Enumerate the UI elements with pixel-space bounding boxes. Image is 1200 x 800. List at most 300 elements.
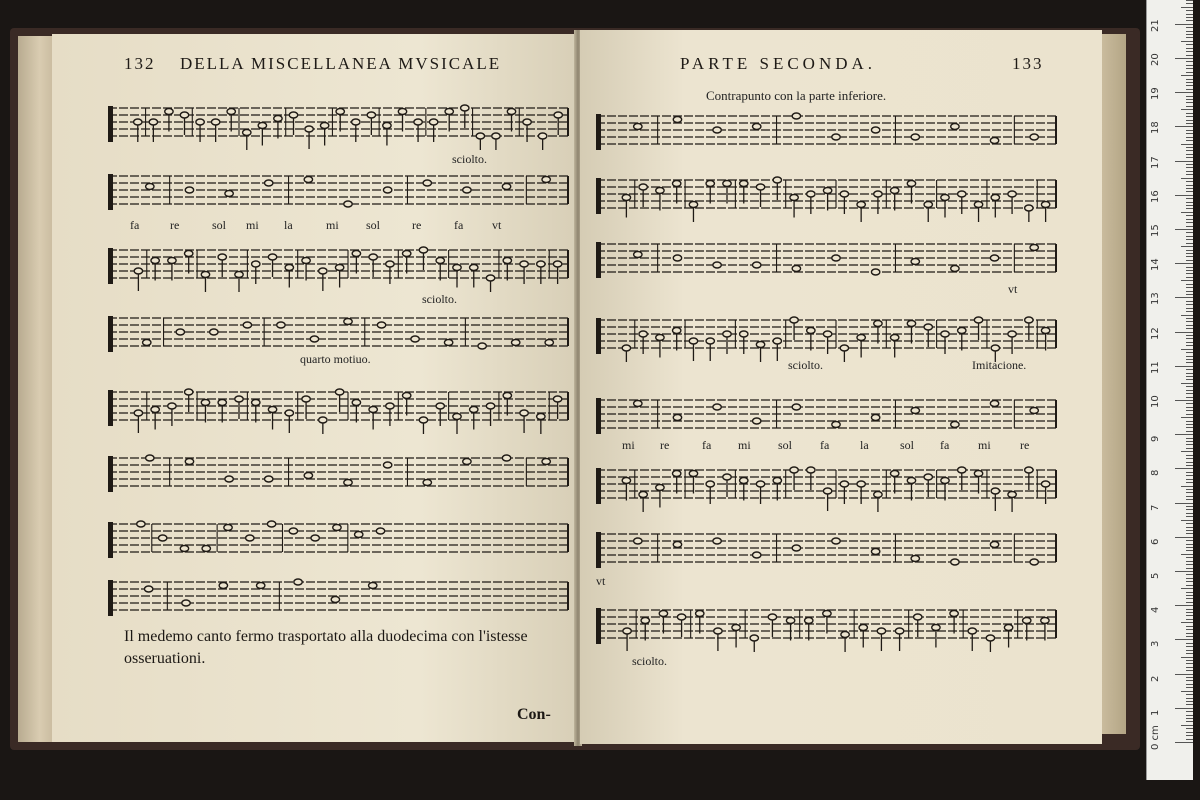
note-head xyxy=(310,336,318,342)
note-head xyxy=(753,124,761,130)
ruler-minor-tick xyxy=(1186,492,1193,493)
ruler-minor-tick xyxy=(1186,455,1193,456)
clef-mark xyxy=(108,248,113,284)
caption-sciolto: sciolto. xyxy=(452,152,487,166)
ruler-minor-tick xyxy=(1186,284,1193,285)
ruler-minor-tick xyxy=(1181,246,1193,247)
paragraph-line: osseruationi. xyxy=(124,650,206,667)
note-head xyxy=(696,611,704,617)
ruler-minor-tick xyxy=(1186,626,1193,627)
ruler-minor-tick xyxy=(1186,250,1193,251)
note-head xyxy=(134,119,142,125)
note-head xyxy=(436,258,444,264)
note-head xyxy=(622,345,630,351)
note-head xyxy=(419,417,427,423)
note-head xyxy=(180,112,188,118)
note-head xyxy=(672,181,680,187)
note-head xyxy=(319,417,327,423)
note-head xyxy=(411,336,419,342)
ruler-minor-tick xyxy=(1186,116,1193,117)
note-head xyxy=(723,331,731,337)
note-head xyxy=(165,109,173,115)
caption-vt: vt xyxy=(596,574,606,588)
note-head xyxy=(367,112,375,118)
ruler-minor-tick xyxy=(1186,424,1193,425)
ruler-label: 15 xyxy=(1150,224,1161,237)
music-staff xyxy=(592,174,1062,218)
ruler-label: 14 xyxy=(1150,258,1161,272)
ruler-minor-tick xyxy=(1186,137,1193,138)
note-head xyxy=(423,180,431,186)
note-head xyxy=(874,492,882,498)
ruler-tick xyxy=(1175,332,1193,333)
note-head xyxy=(1030,134,1038,140)
ruler-minor-tick xyxy=(1186,356,1193,357)
note-head xyxy=(486,403,494,409)
ruler-label: 20 xyxy=(1150,53,1161,66)
ruler-tick xyxy=(1175,195,1193,196)
ruler-minor-tick xyxy=(1186,311,1193,312)
ruler-minor-tick xyxy=(1186,465,1193,466)
ruler-minor-tick xyxy=(1186,205,1193,206)
note-head xyxy=(402,393,410,399)
syllable: re xyxy=(170,218,180,232)
note-head xyxy=(158,535,166,541)
clef-mark xyxy=(596,242,601,278)
ruler-minor-tick xyxy=(1186,167,1193,168)
note-head xyxy=(224,525,232,531)
ruler-minor-tick xyxy=(1186,615,1193,616)
ruler-label: 12 xyxy=(1150,326,1161,340)
ruler-minor-tick xyxy=(1186,222,1193,223)
left-page xyxy=(52,34,577,742)
ruler-minor-tick xyxy=(1186,68,1193,69)
music-staff xyxy=(104,170,574,214)
ruler-minor-tick xyxy=(1186,407,1193,408)
caption-sciolto: sciolto. xyxy=(788,358,823,372)
note-head xyxy=(673,117,681,123)
ruler-minor-tick xyxy=(1186,79,1193,80)
note-head xyxy=(689,471,697,477)
note-head xyxy=(445,109,453,115)
note-head xyxy=(874,321,882,327)
note-head xyxy=(756,184,764,190)
note-head xyxy=(461,105,469,111)
note-head xyxy=(823,488,831,494)
note-head xyxy=(211,119,219,125)
ruler-minor-tick xyxy=(1181,725,1193,726)
note-head xyxy=(639,184,647,190)
note-head xyxy=(924,324,932,330)
ruler-minor-tick xyxy=(1186,544,1193,545)
note-head xyxy=(463,187,471,193)
note-head xyxy=(1030,245,1038,251)
note-head xyxy=(673,255,681,261)
note-head xyxy=(320,123,328,129)
note-head xyxy=(740,181,748,187)
note-head xyxy=(184,389,192,395)
note-head xyxy=(1041,202,1049,208)
ruler-minor-tick xyxy=(1186,318,1193,319)
syllable: la xyxy=(284,218,293,232)
note-head xyxy=(507,109,515,115)
note-head xyxy=(790,317,798,323)
note-head xyxy=(252,400,260,406)
note-head xyxy=(823,188,831,194)
ruler-minor-tick xyxy=(1186,701,1193,702)
music-staff xyxy=(592,394,1062,438)
note-head xyxy=(732,625,740,631)
ruler-tick xyxy=(1175,58,1193,59)
note-head xyxy=(1041,481,1049,487)
note-head xyxy=(453,414,461,420)
note-head xyxy=(243,130,251,136)
ruler-minor-tick xyxy=(1186,499,1193,500)
ruler-minor-tick xyxy=(1186,123,1193,124)
note-head xyxy=(151,407,159,413)
syllable: sol xyxy=(900,438,915,452)
note-head xyxy=(753,418,761,424)
ruler-tick xyxy=(1175,400,1193,401)
note-head xyxy=(277,322,285,328)
note-head xyxy=(304,177,312,183)
note-head xyxy=(235,396,243,402)
note-head xyxy=(634,252,642,258)
ruler-minor-tick xyxy=(1186,20,1193,21)
ruler-minor-tick xyxy=(1186,150,1193,151)
note-head xyxy=(723,181,731,187)
ruler-minor-tick xyxy=(1186,164,1193,165)
note-head xyxy=(511,340,519,346)
note-head xyxy=(622,195,630,201)
note-head xyxy=(871,127,879,133)
ruler-minor-tick xyxy=(1186,243,1193,244)
note-head xyxy=(753,552,761,558)
subtitle: Contrapunto con la parte inferiore. xyxy=(706,88,887,103)
note-head xyxy=(492,133,500,139)
ruler-tick xyxy=(1175,434,1193,435)
music-staff xyxy=(104,386,574,430)
ruler-minor-tick xyxy=(1186,530,1193,531)
ruler-minor-tick xyxy=(1186,198,1193,199)
catchword: Con- xyxy=(517,706,551,723)
ruler-minor-tick xyxy=(1181,178,1193,179)
note-head xyxy=(713,127,721,133)
right-page xyxy=(580,30,1102,744)
syllable: fa xyxy=(130,218,140,232)
ruler-minor-tick xyxy=(1186,663,1193,664)
note-head xyxy=(656,335,664,341)
note-head xyxy=(235,272,243,278)
ruler-minor-tick xyxy=(1186,106,1193,107)
ruler-minor-tick xyxy=(1181,7,1193,8)
ruler-minor-tick xyxy=(1186,31,1193,32)
note-head xyxy=(911,556,919,562)
note-head xyxy=(545,340,553,346)
note-head xyxy=(1023,618,1031,624)
note-head xyxy=(773,338,781,344)
note-head xyxy=(537,261,545,267)
note-head xyxy=(302,396,310,402)
note-head xyxy=(289,112,297,118)
note-head xyxy=(857,481,865,487)
note-head xyxy=(470,265,478,271)
note-head xyxy=(890,335,898,341)
ruler-minor-tick xyxy=(1186,308,1193,309)
note-head xyxy=(639,331,647,337)
note-head xyxy=(149,119,157,125)
ruler-minor-tick xyxy=(1186,489,1193,490)
note-head xyxy=(895,628,903,634)
ruler-minor-tick xyxy=(1181,383,1193,384)
note-head xyxy=(792,545,800,551)
note-head xyxy=(958,328,966,334)
ruler-label: 2 xyxy=(1150,675,1161,682)
ruler-tick xyxy=(1175,92,1193,93)
ruler-minor-tick xyxy=(1186,585,1193,586)
note-head xyxy=(991,345,999,351)
ruler-minor-tick xyxy=(1186,174,1193,175)
note-head xyxy=(219,583,227,589)
ruler-minor-tick xyxy=(1186,650,1193,651)
ruler-label: 3 xyxy=(1150,641,1161,648)
note-head xyxy=(294,579,302,585)
note-head xyxy=(180,546,188,552)
ruler-label: 18 xyxy=(1150,121,1161,135)
note-head xyxy=(634,401,642,407)
paragraph-line: Il medemo canto fermo trasportato alla duodecima con l'istesse xyxy=(124,628,528,645)
clef-mark xyxy=(596,398,601,434)
ruler-minor-tick xyxy=(1186,208,1193,209)
ruler-minor-tick xyxy=(1186,598,1193,599)
note-head xyxy=(659,611,667,617)
ruler-minor-tick xyxy=(1186,643,1193,644)
note-head xyxy=(252,261,260,267)
note-head xyxy=(1008,331,1016,337)
syllable: mi xyxy=(622,438,635,452)
note-head xyxy=(542,459,550,465)
note-head xyxy=(672,471,680,477)
note-head xyxy=(950,611,958,617)
note-head xyxy=(285,265,293,271)
ruler-minor-tick xyxy=(1186,291,1193,292)
left-page-edges xyxy=(18,36,54,742)
clef-mark xyxy=(596,532,601,568)
ruler-minor-tick xyxy=(1186,482,1193,483)
note-head xyxy=(486,275,494,281)
ruler-minor-tick xyxy=(1186,564,1193,565)
note-head xyxy=(144,586,152,592)
note-head xyxy=(201,400,209,406)
ruler-minor-tick xyxy=(1186,568,1193,569)
note-head xyxy=(773,478,781,484)
note-head xyxy=(258,123,266,129)
ruler-minor-tick xyxy=(1186,253,1193,254)
clef-mark xyxy=(108,456,113,492)
ruler-minor-tick xyxy=(1181,109,1193,110)
syllable: sol xyxy=(212,218,227,232)
music-staff xyxy=(592,110,1062,154)
note-head xyxy=(790,467,798,473)
note-head xyxy=(185,459,193,465)
note-head xyxy=(890,471,898,477)
syllable: la xyxy=(860,438,869,452)
ruler-minor-tick xyxy=(1186,629,1193,630)
note-head xyxy=(476,133,484,139)
note-head xyxy=(268,254,276,260)
music-staff xyxy=(104,576,574,620)
note-head xyxy=(951,266,959,272)
note-head xyxy=(537,414,545,420)
note-head xyxy=(740,331,748,337)
ruler-minor-tick xyxy=(1186,527,1193,528)
syllable-row xyxy=(614,438,1044,454)
music-staff xyxy=(104,102,574,146)
note-head xyxy=(414,119,422,125)
ruler-minor-tick xyxy=(1186,592,1193,593)
note-head xyxy=(436,403,444,409)
note-head xyxy=(201,272,209,278)
note-head xyxy=(1041,618,1049,624)
note-head xyxy=(706,181,714,187)
clef-mark xyxy=(596,608,601,644)
note-head xyxy=(225,476,233,482)
ruler-minor-tick xyxy=(1186,732,1193,733)
ruler-minor-tick xyxy=(1186,277,1193,278)
ruler-label: 19 xyxy=(1150,87,1161,101)
note-head xyxy=(740,478,748,484)
ruler-label: 10 xyxy=(1150,395,1161,408)
note-head xyxy=(907,181,915,187)
note-head xyxy=(958,191,966,197)
note-head xyxy=(673,415,681,421)
right-running-title: PARTE SECONDA. xyxy=(680,54,877,73)
note-head xyxy=(622,478,630,484)
note-head xyxy=(202,546,210,552)
syllable: re xyxy=(660,438,670,452)
ruler-minor-tick xyxy=(1186,397,1193,398)
note-head xyxy=(773,177,781,183)
ruler-minor-tick xyxy=(1186,335,1193,336)
ruler-minor-tick xyxy=(1186,721,1193,722)
note-head xyxy=(750,635,758,641)
ruler-minor-tick xyxy=(1186,448,1193,449)
note-head xyxy=(196,119,204,125)
ruler-minor-tick xyxy=(1186,441,1193,442)
right-page-number: 133 xyxy=(1012,54,1044,73)
ruler-minor-tick xyxy=(1186,352,1193,353)
ruler-minor-tick xyxy=(1181,280,1193,281)
note-head xyxy=(832,422,840,428)
ruler-minor-tick xyxy=(1186,609,1193,610)
left-page-number: 132 xyxy=(124,54,156,73)
ruler-tick xyxy=(1175,537,1193,538)
note-head xyxy=(714,628,722,634)
note-head xyxy=(840,345,848,351)
ruler-tick xyxy=(1175,366,1193,367)
note-head xyxy=(335,265,343,271)
note-head xyxy=(386,403,394,409)
ruler-minor-tick xyxy=(1186,735,1193,736)
note-head xyxy=(723,474,731,480)
note-head xyxy=(958,467,966,473)
note-head xyxy=(656,188,664,194)
ruler-minor-tick xyxy=(1186,438,1193,439)
caption-imitacione: Imitacione. xyxy=(972,358,1027,372)
ruler-minor-tick xyxy=(1186,646,1193,647)
ruler-minor-tick xyxy=(1186,704,1193,705)
note-head xyxy=(951,124,959,130)
note-head xyxy=(792,404,800,410)
syllable: mi xyxy=(326,218,339,232)
paragraph xyxy=(124,626,574,670)
note-head xyxy=(331,597,339,603)
note-head xyxy=(304,473,312,479)
ruler-minor-tick xyxy=(1186,373,1193,374)
clef-mark xyxy=(596,468,601,504)
note-head xyxy=(243,322,251,328)
note-head xyxy=(538,133,546,139)
note-head xyxy=(344,480,352,486)
ruler-minor-tick xyxy=(1186,102,1193,103)
ruler-minor-tick xyxy=(1186,602,1193,603)
ruler-minor-tick xyxy=(1186,10,1193,11)
note-head xyxy=(265,476,273,482)
ruler-minor-tick xyxy=(1186,427,1193,428)
ruler-minor-tick xyxy=(1186,513,1193,514)
ruler-minor-tick xyxy=(1186,61,1193,62)
note-head xyxy=(502,455,510,461)
ruler-minor-tick xyxy=(1186,410,1193,411)
note-head xyxy=(823,331,831,337)
ruler-tick xyxy=(1175,263,1193,264)
ruler-minor-tick xyxy=(1186,595,1193,596)
note-head xyxy=(134,268,142,274)
clef-mark xyxy=(108,316,113,352)
right-page-edges xyxy=(1100,34,1126,734)
note-head xyxy=(713,538,721,544)
ruler-label: 8 xyxy=(1150,470,1161,477)
note-head xyxy=(807,328,815,334)
clef-mark xyxy=(596,318,601,354)
note-head xyxy=(941,331,949,337)
ruler-minor-tick xyxy=(1181,349,1193,350)
ruler-minor-tick xyxy=(1186,540,1193,541)
ruler-minor-tick xyxy=(1186,393,1193,394)
note-head xyxy=(383,462,391,468)
clef-mark xyxy=(596,178,601,214)
ruler-minor-tick xyxy=(1186,684,1193,685)
ruler-label: 13 xyxy=(1150,292,1161,306)
note-head xyxy=(1041,328,1049,334)
note-head xyxy=(227,109,235,115)
ruler-minor-tick xyxy=(1186,133,1193,134)
note-head xyxy=(268,407,276,413)
syllable: fa xyxy=(820,438,830,452)
note-head xyxy=(302,258,310,264)
ruler-minor-tick xyxy=(1186,154,1193,155)
ruler-minor-tick xyxy=(1186,462,1193,463)
ruler-minor-tick xyxy=(1186,287,1193,288)
ruler-minor-tick xyxy=(1186,715,1193,716)
note-head xyxy=(182,600,190,606)
note-head xyxy=(634,124,642,130)
ruler-minor-tick xyxy=(1186,369,1193,370)
note-head xyxy=(756,342,764,348)
note-head xyxy=(807,191,815,197)
ruler-minor-tick xyxy=(1186,140,1193,141)
ruler-minor-tick xyxy=(1181,212,1193,213)
